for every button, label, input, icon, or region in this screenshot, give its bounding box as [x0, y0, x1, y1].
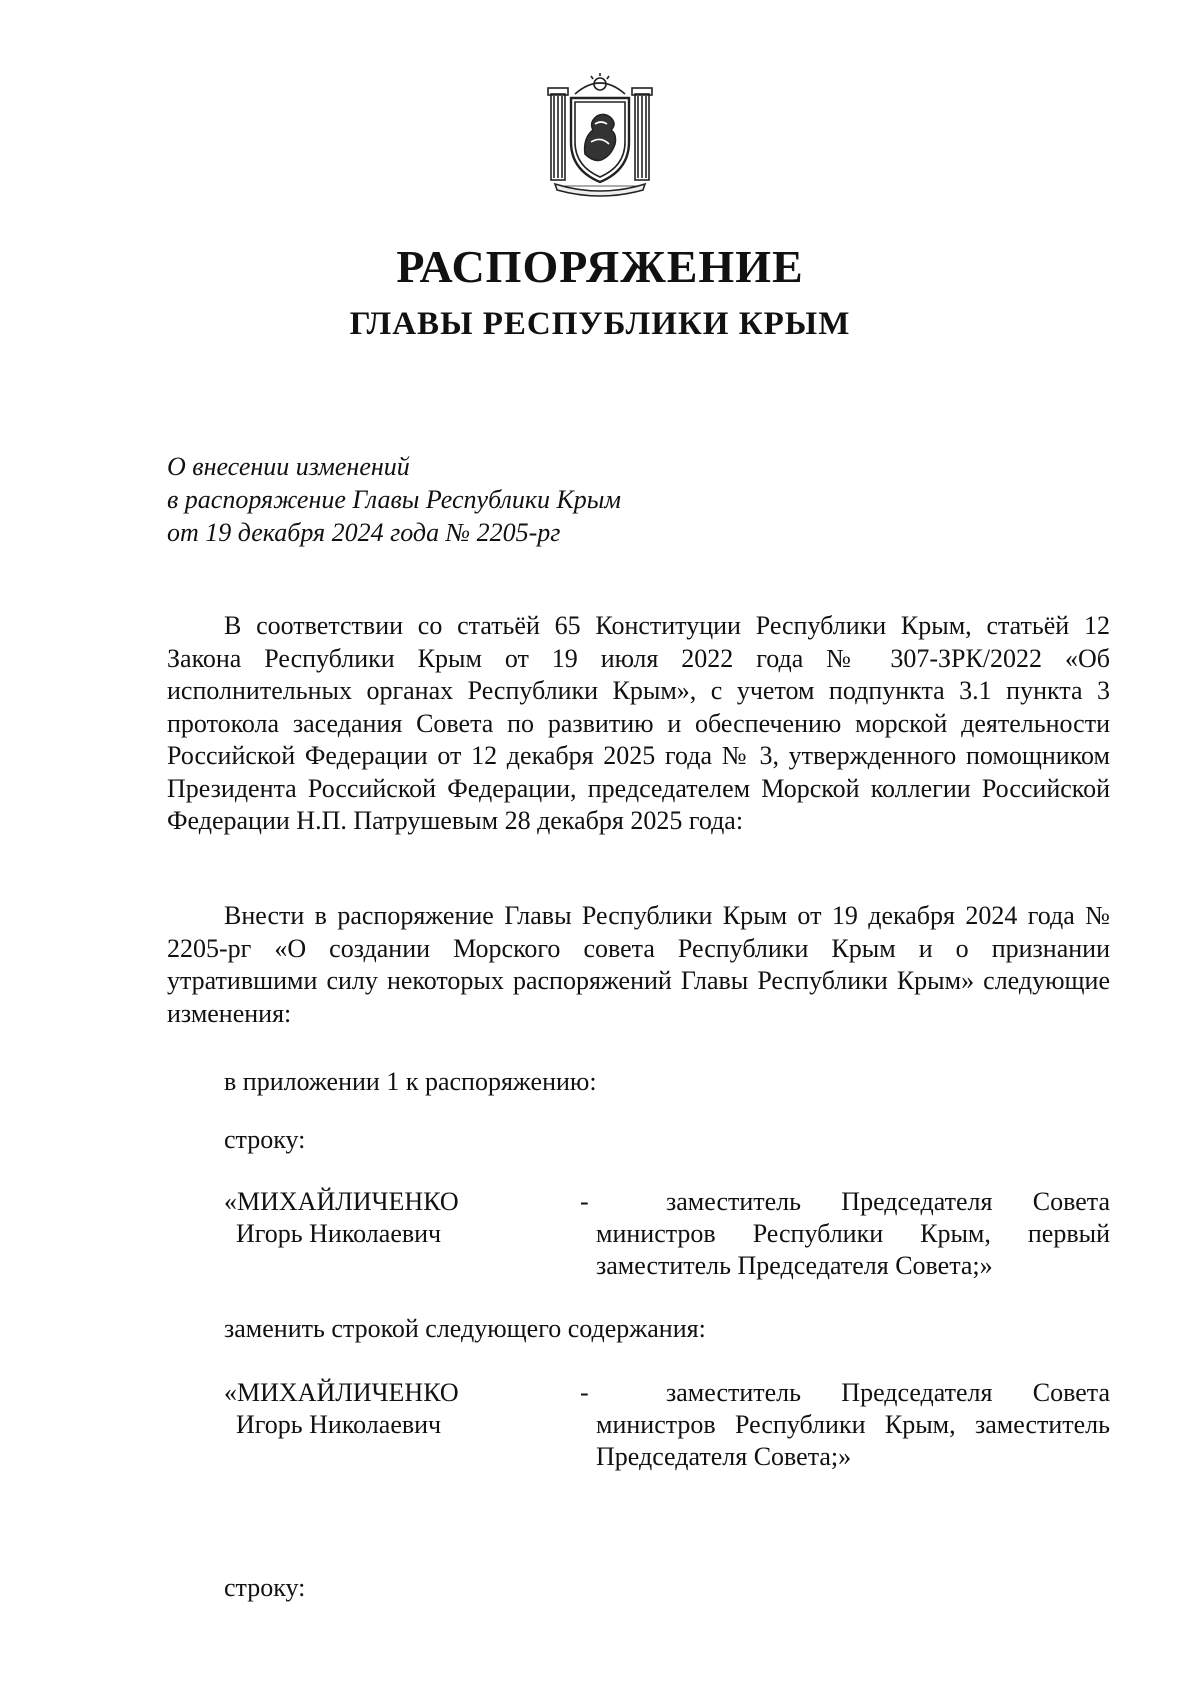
entry-role: заместитель Председателя Совета министров Республики Крым, первый заместитель Председателя Совета;»	[596, 1187, 1110, 1280]
replace-label: заменить строкой следующего содержания:	[224, 1314, 706, 1343]
entry-given-names: Игорь Николаевич	[236, 1410, 442, 1439]
entry-name	[224, 1377, 554, 1441]
entry-dash: -	[580, 1378, 589, 1407]
crimea-coat-of-arms-icon	[545, 72, 655, 197]
entry-role: заместитель Председателя Совета министров Республики Крым, заместитель Председателя Совета;»	[596, 1378, 1110, 1471]
row-label: строку:	[224, 1573, 306, 1602]
subject-line: от 19 декабря 2024 года № 2205-рг	[167, 518, 561, 547]
row-label: строку:	[224, 1125, 306, 1154]
document-subject	[167, 450, 621, 549]
entry-name	[224, 1186, 554, 1250]
entry-surname: «МИХАЙЛИЧЕНКО	[224, 1378, 459, 1407]
appendix-line: в приложении 1 к распоряжению:	[224, 1067, 597, 1096]
entry-dash: -	[580, 1187, 589, 1216]
subject-line: в распоряжение Главы Республики Крым	[167, 485, 621, 514]
preamble-paragraph: В соответствии со статьёй 65 Конституции Республики Крым, статьёй 12 Закона Республики Крым от 19 июля 2022 года № 307-ЗРК/2022 «Об исполнительных органах Республики Крым», с учетом подпункта 3.1 пункта 3 протокола заседания Совета по развитию и обеспечению морской деятельности Российской Федерации от 12 декабря 2025 года № 3, утвержденного помощником Президента Российской Федерации, председателем Морской коллегии Российской Федерации Н.П. Патрушевым 28 декабря 2025 года:	[167, 611, 1110, 835]
entry-given-names: Игорь Николаевич	[236, 1219, 442, 1248]
document-title: РАСПОРЯЖЕНИЕ	[396, 241, 804, 292]
document-subtitle: ГЛАВЫ РЕСПУБЛИКИ КРЫМ	[349, 306, 851, 342]
order-paragraph: Внести в распоряжение Главы Республики Крым от 19 декабря 2024 года № 2205-рг «О создании Морского совета Республики Крым и о признании утратившими силу некоторых распоряжений Главы Республики Крым» следующие изменения:	[167, 901, 1110, 1028]
entry-surname: «МИХАЙЛИЧЕНКО	[224, 1187, 459, 1216]
subject-line: О внесении изменений	[167, 452, 410, 481]
